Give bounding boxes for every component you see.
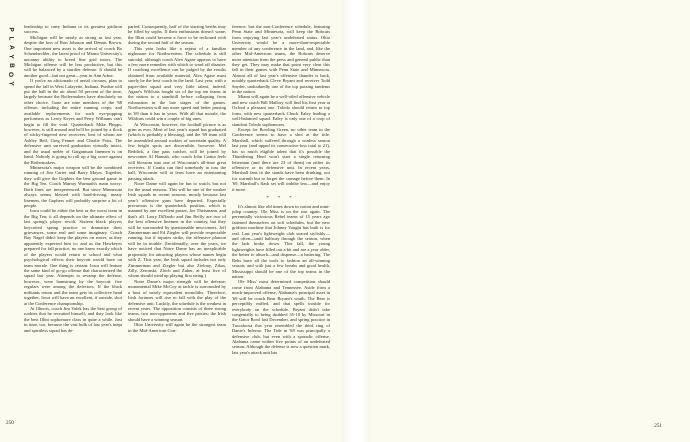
left-page bbox=[0, 0, 342, 442]
running-head-letter: Y bbox=[7, 81, 15, 86]
right-page bbox=[370, 0, 690, 442]
running-head-letter: L bbox=[7, 36, 15, 41]
paragraph: parted. Consequently, half of the starting berths may be filled by sophs. If their enthusiasm doesn't wane, the Illini could become a force to be reckoned with during the second half of the season. bbox=[128, 24, 226, 46]
paragraph: It's almost like old times down in cotton and mint-julep country: Ole Miss is on the rise again. The perennially victorious Rebel teams of 15 years ago fattened themselves on soft schedules, but the new gridiron machine that Johnny Vaught has built is for real. Last year's lightweight club soared stylishly—and often—until halfway through the season, when the lads broke down. This fall, the young lightweights have filled out a bit and are a year older, the better to absorb—and dispense—a battering. The Rebs have all the tools to fashion an all-winning season; and with just a few breaks and good health, Mississippi should be one of the top teams in the nation. bbox=[232, 203, 330, 279]
paragraph: Notre Dame will again be fun to watch, but not for the usual reasons. This will be one of the weaker Irish squads in recent seasons, mostly because last year's offensive guns have departed. Especially precarious is the quarterback position, which is manned by one excellent passer, Joe Theismann, and that's all. Larry DiNardo and Jim Reilly are two of the best offensive linemen in the country, but they will be surrounded by questionable newcomers. Jeff Zimmerman and Ed Ziegler will provide respectable running, but if injuries strike, the offensive platoon will be in trouble. (Incidentally, over the years, we have noticed that Notre Dame has an inexplicable propensity for attracting players whose names begin with Z. This year, the Irish squad includes not only Zimmerman and Ziegler but also Zielony, Zikas, Zilly, Zeronski, Zloch and Zuber, at least five of whom should wind up playing first string.) bbox=[128, 181, 226, 279]
running-head-letter: A bbox=[7, 45, 15, 50]
paragraph: leadership to carry Indiana to its greatest gridiron success. bbox=[24, 24, 122, 35]
page-number-right: 251 bbox=[654, 423, 662, 429]
running-head-letter: B bbox=[7, 63, 15, 68]
text-columns bbox=[24, 24, 330, 434]
paragraph: ference; but the non-Conference schedule, featuring Penn State and Minnesota, will keep the Bobcats from enjoying last year's undefeated status. Ohio University would be a more-than-respectable member of any conference in the land, and, like the other Mid-American teams, the Bobcats deserve more attention from the press and general public than they get. They may make that point very clear this fall in their games with Penn State and Minnesota. Almost all of last year's offensive thunder is back, notably quarterback Cleve Bryant and receiver Todd Snyder, undoubtedly one of the top passing tandems in the nation. bbox=[232, 24, 330, 95]
running-head-letter: O bbox=[7, 71, 15, 78]
paragraph: Michigan will be nearly as strong as last year, despite the loss of Ron Johnson and Dennis Brown. One important new asset is the arrival of coach Bo Schembechler, the latest proof of Miami University's uncanny ability to breed fine grid tutors. The Michigan offense will be less productive, but this will be balanced by a sturdier defense. It should be another good—but not great—year in Ann Arbor. bbox=[24, 34, 122, 78]
running-head-playboy bbox=[6, 26, 16, 87]
paragraph: Iowa could be either the best or the worst team in the Big Ten; it all depends on the ultimate effect of last spring's player revolt. Sixteen black players boycotted spring practice to dramatize their grievances, some real and some imaginary. Coach Ray Nagel didn't keep the players on roster, as they apparently expected him to; and as the Hawkeyes prepared for fall practice, no one knew exactly which of the players would return to school and what psychological effects their boycott would have on team morale. One thing is certain: Iowa will feature the same kind of go-go offense that characterized the squad last year. Attempts to revamp the defense, however, were hamstrung by the boycott: five regulars were among the defectors. If the black militants return and the team gets its collective head together, Iowa will have an excellent, if outside, shot at the Conference championship. bbox=[24, 208, 122, 306]
running-head-letter: P bbox=[7, 27, 15, 32]
paragraph: Ohio University will again be the strongest team in the Mid-American Con- bbox=[128, 322, 226, 333]
paragraph: Notre Dame's major strength will be defense; monumental Mike McCoy at tackle is surrounded by a host of nearly equivalent monoliths. Therefore, Irish fortunes will rise or fall with the play of the defensive unit. Luckily, the schedule is the weakest in recent years. The opposition consists of three strong teams, two non-opponents and five patsies; the Irish should have a winning season. bbox=[128, 278, 226, 322]
paragraph: Miami will again be a well-oiled offensive vehicle and new coach Bill Mallory will find his first year at Oxford a pleasant one. Toledo should return to top form, with new quarterback Chuck Ealey leading a well-balanced squad. Ealey is only one of a crop of standout Toledo sophomores. bbox=[232, 94, 330, 127]
column-3 bbox=[232, 24, 330, 434]
page-gutter bbox=[342, 0, 370, 442]
paragraph: At Illinois, coach Jim Valek has the best group of rookies that he recruited himself, and they look like the best Illini sophomore class in quite a while. Just in time, too, because the vast bulk of last year's inept and spiritless squad has de- bbox=[24, 305, 122, 333]
paragraph: If you're an aficionado of aerial circuses, plan to spend the fall in West Lafayette, Indiana. Purdue will put the ball in the air about 50 percent of the time, largely because the Boilermakers have absolutely no other choice. Gone are nine members of the '68 offense, including the entire running corps; and available replacements for such eye-popping performers as Leroy Keyes and Perry Williams can't begin to fill the void. Quarterback Mike Phipps, however, is still around and he'll be joined by a flock of sticky-fingered new receivers, best of whom are Ashley Bell, Greg Fenner and Charlie Potts. The defensive unit survived graduation virtually intact, and the usual melée of Gargantuan linemen is on hand. Nobody is going to roll up a big score against the Boilermakers. bbox=[24, 78, 122, 165]
column-2 bbox=[128, 24, 226, 434]
page-number-left: 250 bbox=[6, 420, 14, 426]
running-head-letter: Y bbox=[7, 54, 15, 59]
paragraph: At Wisconsin, however, the football picture is as grim as ever. Most of last year's squad has graduated (which is probably a blessing), and the '69 team will be assembled around rookies of uncertain quality. A few bright spots are discernible, however: Mel Reddick, a fine pass catcher, will be joined by newcomer Al Hannah, who coach John Coatta feels will blossom into one of Wisconsin's all-time great receivers. If Coatta can find somebody to toss the ball, Wisconsin will at least have an entertaining passing attack. bbox=[128, 121, 226, 181]
paragraph: This year looks like a repeat of a familiar nightmare for Northwestern. The schedule is still suicidal, although coach Alex Agase appears to have a few more remedies with which to ward off disaster. If coaching excellence can be judged by the results obtained from available material, Alex Agase must surely be the best coach in the land. Last year, with a paper-thin squad and very little talent, indeed, Agase's Wildcats fought six of the top ten teams in the nation to a standstill before collapsing from exhaustion in the late stages of the games. Northwestern will run more speed and better passing in '69 than it has in years. With all that morale, the Wildcats could win a couple of big ones. bbox=[128, 45, 226, 122]
section-separator: * * * bbox=[266, 195, 296, 201]
paragraph: Ole Miss' most determined competition should come from Alabama and Tennessee. Aside from a much-improved offense, Alabama's principal asset in '69 will be coach Bear Bryant's wrath. The Bear is perceptibly miffed, and that spells trouble for everybody on the schedule. Bryant didn't take congenially to being drubbed 35-10 by Missouri in the Gator Bowl last December, and spring practice in Tuscaloosa this year resembled the third ring of Dante's Inferno. The Tide in '68 was principally a defensive club, but even with a sporadic offense, Alabama came within five points of an undefeated season. Although the defense is now a question mark, last year's attack unit has bbox=[232, 279, 330, 355]
column-1 bbox=[24, 24, 122, 434]
paragraph: Minnesota's major weapon will be the combined running of Jim Carter and Barry Mayer. Together, they will give the Gophers the best ground game in the Big Ten. Coach Murray Warmath's main worry: Both lines are inexperienced. But since Minnesota always seems blessed with hard-driving, meaty linemen, the Gophers will probably surprise a lot of people. bbox=[24, 164, 122, 208]
paragraph: Except for Bowling Green, no other team in the Conference seems to have a shot at the title. Marshall, which suffered through a winless season last year (and upped its consecutive-loss total to 21), has so much eligible talent that it's possible the Thundering Herd won't start a single returning letterman (and there are 23 of them) on either its offensive or its defensive unit. In recent years, Marshall fans in the stands have been drinking, not for warmth but to forget the carnage before them. In '69, Marshall's flask set will imbibe less—and enjoy it more. bbox=[232, 127, 330, 192]
